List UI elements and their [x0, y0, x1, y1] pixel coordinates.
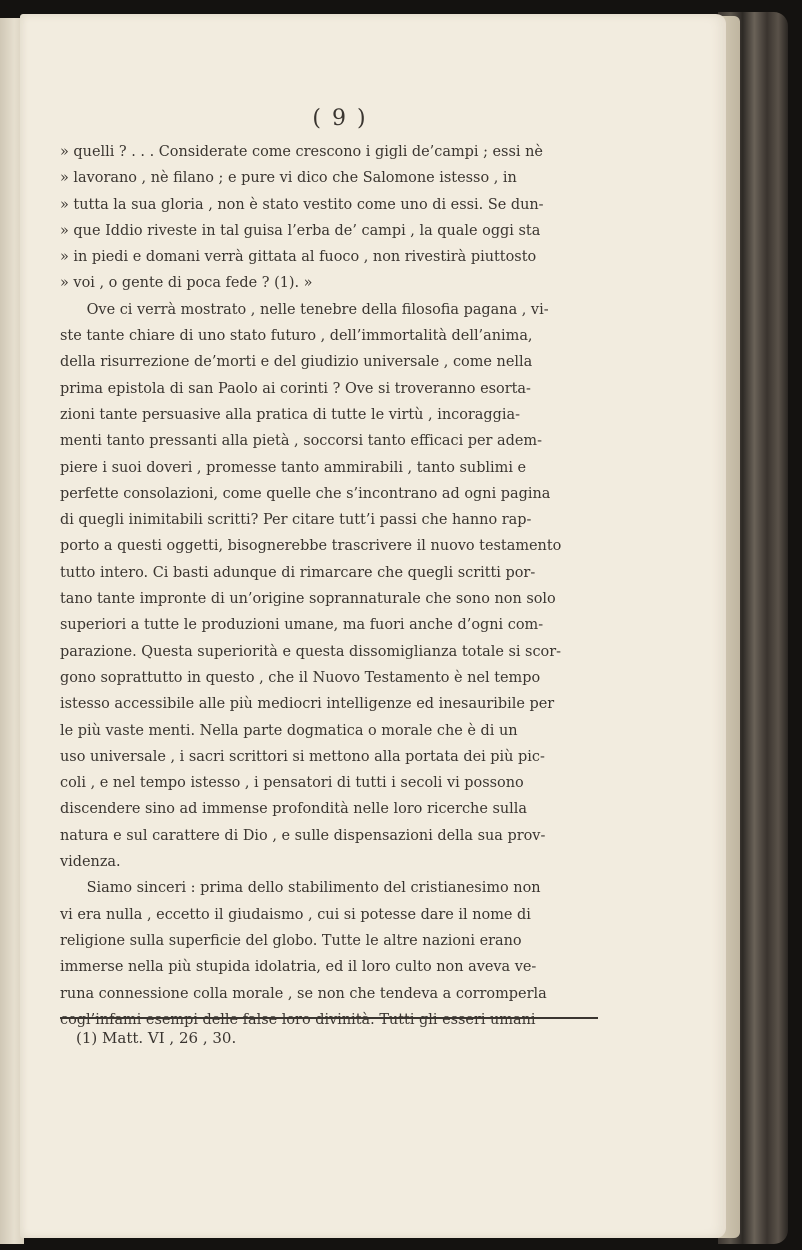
text-line: gono soprattutto in questo , che il Nuovo Testamento è nel tempo: [60, 667, 541, 686]
text-line: Siamo sinceri : prima dello stabilimento del cristianesimo non: [86, 878, 541, 897]
text-line: coli , e nel tempo istesso , i pensatori di tutti i secoli vi possono: [60, 773, 524, 792]
text-line: » tutta la sua gloria , non è stato vestito come uno di essi. Se dun-: [60, 194, 544, 213]
text-line: religione sulla superficie del globo. Tutte le altre nazioni erano: [60, 930, 522, 949]
text-line: della risurrezione de’morti e del giudizio universale , come nella: [60, 352, 533, 371]
text-line: natura e sul carattere di Dio , e sulle dispensazioni della sua prov-: [60, 825, 546, 844]
quotation-paragraph: [60, 138, 620, 296]
page-text-block: [60, 106, 620, 1032]
text-line: uso universale , i sacri scrittori si mettono alla portata dei più pic-: [60, 746, 545, 765]
page-number: ( 9 ): [312, 106, 368, 131]
body-paragraph: [60, 874, 620, 1032]
text-line: menti tanto pressanti alla pietà , soccorsi tanto efficaci per adem-: [60, 431, 542, 450]
text-line: istesso accessibile alle più mediocri intelligenze ed inesauribile per: [60, 694, 555, 713]
text-line: runa connessione colla morale , se non che tendeva a corromperla: [60, 983, 547, 1002]
text-line: perfette consolazioni, come quelle che s’incontrano ad ogni pagina: [60, 483, 551, 502]
footnote: (1) Matt. VI , 26 , 30.: [76, 1029, 237, 1047]
footnote-rule: [60, 1017, 598, 1019]
text-line: porto a questi oggetti, bisognerebbe trascrivere il nuovo testamento: [60, 536, 562, 555]
text-line: prima epistola di san Paolo ai corinti ? Ove si troveranno esorta-: [60, 378, 531, 397]
text-line: vi era nulla , eccetto il giudaismo , cui si potesse dare il nome di: [60, 904, 531, 923]
text-line: immerse nella più stupida idolatria, ed il loro culto non aveva ve-: [60, 957, 537, 976]
text-line: Ove ci verrà mostrato , nelle tenebre della filosofia pagana , vi-: [86, 299, 549, 318]
text-line: ste tante chiare di uno stato futuro , dell’immortalità dell’anima,: [60, 326, 533, 345]
text-line: le più vaste menti. Nella parte dogmatica o morale che è di un: [60, 720, 518, 739]
text-line: » voi , o gente di poca fede ? (1). »: [60, 273, 313, 292]
text-line: » que Iddio riveste in tal guisa l’erba de’ campi , la quale oggi sta: [60, 220, 541, 239]
text-line: piere i suoi doveri , promesse tanto ammirabili , tanto sublimi e: [60, 457, 527, 476]
text-line: tutto intero. Ci basti adunque di rimarcare che quegli scritti por-: [60, 562, 536, 581]
text-line: di quegli inimitabili scritti? Per citare tutt’i passi che hanno rap-: [60, 510, 532, 529]
text-line: zioni tante persuasive alla pratica di tutte le virtù , incoraggia-: [60, 404, 520, 423]
text-line: tano tante impronte di un’origine soprannaturale che sono non solo: [60, 589, 556, 608]
body-paragraph: [60, 296, 620, 875]
text-line: » lavorano , nè filano ; e pure vi dico che Salomone istesso , in: [60, 168, 517, 187]
text-line: » in piedi e domani verrà gittata al fuoco , non rivestirà piuttosto: [60, 247, 537, 266]
text-line: parazione. Questa superiorità e questa dissomiglianza totale si scor-: [60, 641, 562, 660]
text-line: superiori a tutte le produzioni umane, ma fuori anche d’ogni com-: [60, 615, 544, 634]
text-line: discendere sino ad immense profondità nelle loro ricerche sulla: [60, 799, 527, 818]
text-line: » quelli ? . . . Considerate come crescono i gigli de’campi ; essi nè: [60, 142, 543, 160]
text-line: videnza.: [60, 852, 121, 871]
text-line: cogl’infami esempi delle false loro divinità. Tutti gli esseri umani: [60, 1009, 536, 1028]
